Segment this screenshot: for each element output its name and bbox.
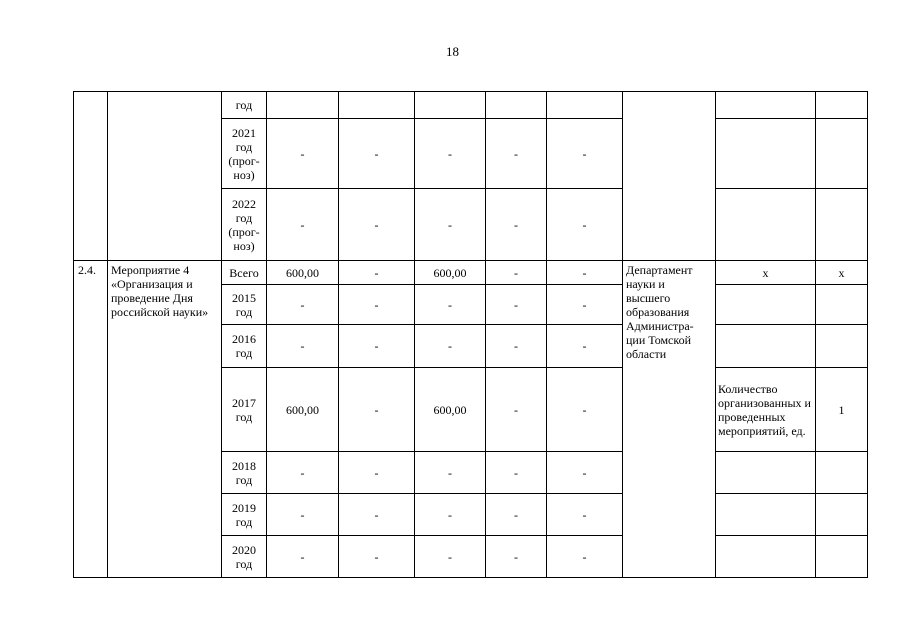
indicator-value-cell <box>816 325 868 368</box>
value-cell: - <box>486 325 547 368</box>
value-cell: - <box>339 452 415 494</box>
indicator-cell <box>716 536 816 578</box>
indicator-value-cell: х <box>816 261 868 285</box>
indicator-cell: Количество организованных и проведенных мероприятий, ед. <box>716 368 816 452</box>
value-cell: - <box>486 494 547 536</box>
indicator-cell <box>716 325 816 368</box>
value-cell: - <box>415 189 486 261</box>
table-row <box>74 92 868 119</box>
value-cell <box>415 92 486 119</box>
value-cell <box>486 92 547 119</box>
value-cell <box>547 92 623 119</box>
executor-cell-empty <box>623 92 716 261</box>
indicator-value-cell <box>816 285 868 325</box>
measure-number: 2.4. <box>74 261 108 578</box>
name-cell-empty <box>108 92 222 261</box>
value-cell: - <box>486 261 547 285</box>
value-cell: - <box>415 325 486 368</box>
value-cell: - <box>415 119 486 189</box>
indicator-value-cell <box>816 494 868 536</box>
year-cell: 2016 год <box>222 325 267 368</box>
value-cell: 600,00 <box>415 368 486 452</box>
value-cell: - <box>547 285 623 325</box>
financing-table <box>73 91 868 578</box>
value-cell: - <box>415 285 486 325</box>
value-cell: - <box>267 119 339 189</box>
value-cell: - <box>547 494 623 536</box>
indicator-cell <box>716 189 816 261</box>
value-cell <box>267 92 339 119</box>
value-cell: - <box>486 536 547 578</box>
value-cell: - <box>415 452 486 494</box>
value-cell: 600,00 <box>415 261 486 285</box>
year-cell: 2022 год (прог-ноз) <box>222 189 267 261</box>
value-cell: - <box>486 119 547 189</box>
table-row <box>74 261 868 285</box>
indicator-value-cell <box>816 92 868 119</box>
value-cell: - <box>339 494 415 536</box>
value-cell: - <box>267 325 339 368</box>
indicator-value-cell <box>816 452 868 494</box>
value-cell: - <box>415 494 486 536</box>
value-cell: - <box>339 285 415 325</box>
value-cell: - <box>486 452 547 494</box>
value-cell: - <box>486 368 547 452</box>
value-cell: - <box>486 285 547 325</box>
value-cell: - <box>339 261 415 285</box>
value-cell: - <box>339 368 415 452</box>
value-cell: - <box>547 325 623 368</box>
page-number: 18 <box>446 44 459 59</box>
indicator-cell <box>716 452 816 494</box>
year-cell: 2018 год <box>222 452 267 494</box>
value-cell: - <box>547 119 623 189</box>
indicator-value-cell <box>816 119 868 189</box>
year-cell: год <box>222 92 267 119</box>
year-cell: 2020 год <box>222 536 267 578</box>
year-cell: 2015 год <box>222 285 267 325</box>
executor-cell: Департамент науки и высшего образования Администра-ции Томской области <box>623 261 716 578</box>
indicator-cell: х <box>716 261 816 285</box>
value-cell: - <box>267 494 339 536</box>
value-cell: - <box>339 189 415 261</box>
indicator-value-cell: 1 <box>816 368 868 452</box>
value-cell: - <box>339 119 415 189</box>
number-cell-empty <box>74 92 108 261</box>
value-cell: - <box>267 536 339 578</box>
value-cell: - <box>267 189 339 261</box>
value-cell: - <box>547 261 623 285</box>
year-cell: Всего <box>222 261 267 285</box>
value-cell: 600,00 <box>267 261 339 285</box>
indicator-cell <box>716 119 816 189</box>
value-cell: - <box>547 536 623 578</box>
year-cell: 2017 год <box>222 368 267 452</box>
indicator-value-cell <box>816 536 868 578</box>
year-cell: 2021 год (прог-ноз) <box>222 119 267 189</box>
value-cell: - <box>547 368 623 452</box>
value-cell: - <box>486 189 547 261</box>
measure-name: Мероприятие 4 «Организация и проведение Дня российской науки» <box>108 261 222 578</box>
value-cell: - <box>267 285 339 325</box>
indicator-value-cell <box>816 189 868 261</box>
value-cell: - <box>547 189 623 261</box>
year-cell: 2019 год <box>222 494 267 536</box>
value-cell: - <box>267 452 339 494</box>
indicator-cell <box>716 494 816 536</box>
value-cell: - <box>547 452 623 494</box>
value-cell: - <box>339 325 415 368</box>
indicator-cell <box>716 285 816 325</box>
indicator-cell <box>716 92 816 119</box>
value-cell <box>339 92 415 119</box>
value-cell: - <box>415 536 486 578</box>
value-cell: - <box>339 536 415 578</box>
value-cell: 600,00 <box>267 368 339 452</box>
